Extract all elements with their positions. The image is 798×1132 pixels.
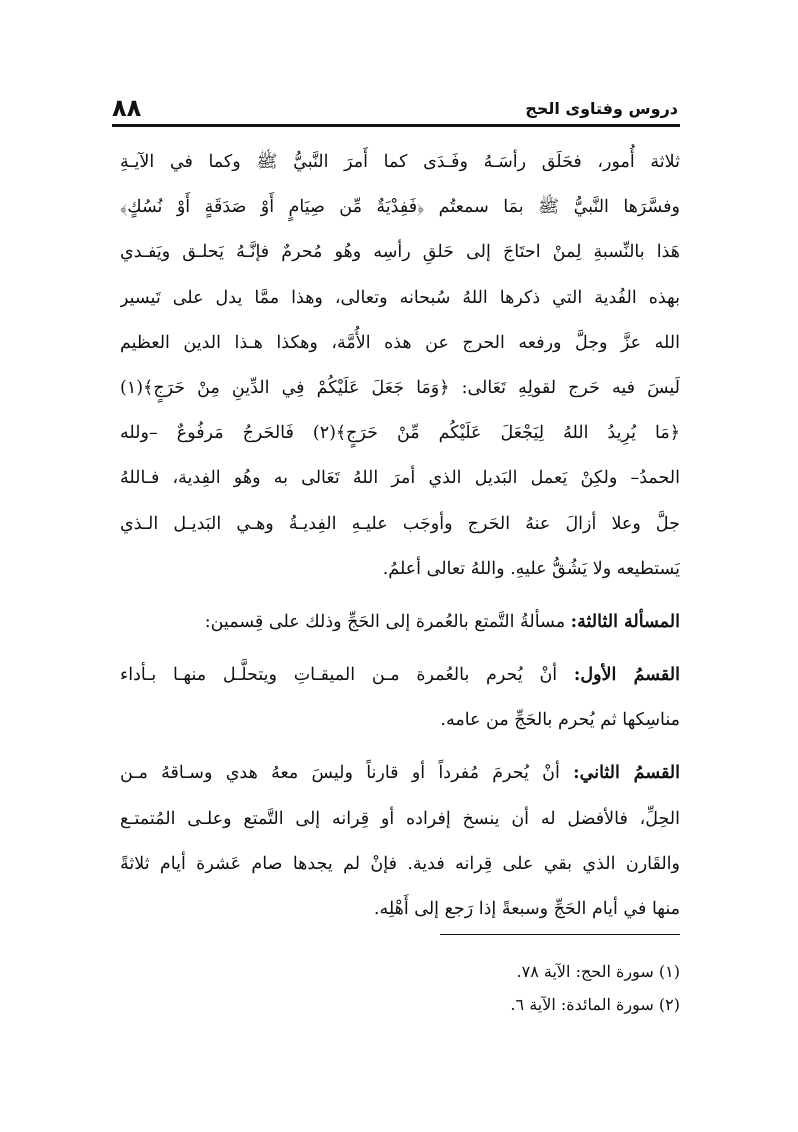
text-line: وفسَّرَها النَّبيُّ ﷺ بمَا سمعتُم ﴿فَفِدْيَةٌ مِّن صِيَامٍ أَوْ صَدَقَةٍ أَوْ نُسُكٍ﴾: [120, 197, 680, 218]
text-line: جلَّ وعلا أزالَ عنهُ الحَرج وأوجَب عليـهِ الفِديـةُ وهـي البَديـل الـذي: [120, 513, 680, 534]
text-line: بهذه الفُدية التي ذكرها اللهُ سُبحانه وتعالى، وهذا ممَّا يدل على تَيسير: [120, 287, 680, 308]
text-line: يَستطيعه ولا يَشُقُّ عليهِ. واللهُ تعالى أعلمُ.: [382, 558, 680, 579]
header-rule: [112, 124, 680, 127]
running-title: دروس وفتاوى الحج: [525, 99, 678, 118]
body-text: [120, 140, 680, 932]
paragraph-part-2: [120, 751, 680, 932]
text-line: الحِلِّ، فالأفضل له أن ينسخ إفراده أو قِرانه إلى التَّمتع وعلـى المُتمتـع: [120, 808, 680, 829]
text-line: مناسِكها ثم يُحرم بالحَجِّ من عامه.: [440, 710, 680, 731]
text-line: منها في أيام الحَجِّ وسبعةً إذا رَجع إلى أَهْلِه.: [373, 899, 680, 919]
part-2-text: أنْ يُحرمَ مُفرداً أو قارناً وليسَ معهُ هدي وسـاقهُ مـن: [120, 763, 560, 784]
paragraph-issue-3: [120, 600, 680, 645]
issue-heading: المسألة الثالثة:: [570, 611, 680, 632]
footnote-rule: [440, 934, 680, 935]
text-line: ثلاثة أُمور، فحَلَق رأسَـهُ وفَـدَى كما أَمرَ النَّبيُّ ﷺ وكما في الآيـةِ: [120, 152, 680, 172]
text-line: [120, 600, 680, 645]
page-number: ٨٨: [112, 94, 142, 122]
footnote-2: (٢) سورة المائدة: الآية ٦.: [510, 995, 680, 1014]
footnote-1: (١) سورة الحج: الآية ٧٨.: [516, 962, 680, 981]
text-line: والقَارن الذي بقي على قِرانه فدية. فإنْ لم يجدها صام عَشرة أيام ثلاثةً: [120, 853, 680, 874]
text-line: الحمدُ– ولكِنْ يَعمل البَديل الذي أمرَ اللهُ تَعَالى به وهُو الفِدية، فـاللهُ: [120, 468, 680, 489]
text-line: هَذا بالنِّسبةِ لِمنْ احتَاجَ إلى حَلقِ رأسِه وهُو مُحرمٌ فإنَّـهُ يَحلـق ويَفـدي: [120, 242, 680, 263]
text-line: ﴿مَا يُرِيدُ اللهُ لِيَجْعَلَ عَلَيْكُم مِّنْ حَرَجٍ﴾(٢) فَالحَرجُ مَرفُوعٌ –ولله: [120, 423, 680, 444]
page-header: [112, 92, 678, 120]
part-1-text: أنْ يُحرم بالعُمرة مـن الميقـاتِ ويتحلَّـل منهـا بـأداء: [120, 665, 558, 686]
text-line: [120, 653, 680, 698]
part-2-heading: القسمُ الثاني:: [573, 763, 680, 784]
text-line: لَيسَ فيه حَرج لقولِهِ تَعَالى: ﴿وَمَا جَعَلَ عَلَيْكُمْ فِي الدِّينِ مِنْ حَرَجٍ﴾(١): [120, 377, 680, 398]
paragraph-part-1: [120, 653, 680, 743]
part-1-heading: القسمُ الأول:: [573, 665, 680, 686]
text-line: الله عزَّ وجلَّ ورفعه الحرج عن هذه الأُمَّة، وهكذا هـذا الدين العظيم: [120, 332, 680, 353]
paragraph-fidya: [120, 140, 680, 592]
footnotes: [380, 955, 680, 1021]
text-line: [120, 751, 680, 796]
issue-text: مسألةُ التَّمتع بالعُمرة إلى الحَجِّ وذلك على قِسمين:: [204, 611, 566, 632]
